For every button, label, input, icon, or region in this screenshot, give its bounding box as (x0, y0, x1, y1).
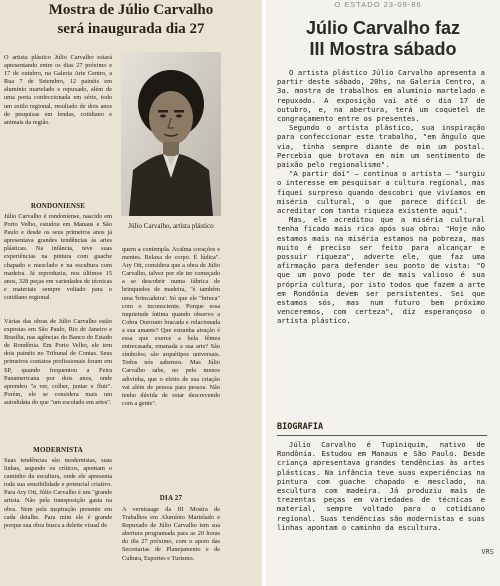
portrait-image (121, 52, 221, 216)
left-col1-intro-text: O artista plástico Júlio Carvalho estará apresentando entre os dias 27 próximo e 17 de outubro, na Galeria Arte Centro, a Rua 7 de Setembro, 12 painéis em alumínio martelado e repuxado, além de uma porta confeccionada em série, todo um estilo regional, resultado de dois anos de pesquisas em lendas, cotidiano e animais da região. (4, 54, 112, 126)
right-newspaper-clipping (266, 0, 500, 586)
left-subhead-modernista: MODERNISTA (33, 446, 83, 454)
left-headline-line-2: será inaugurada dia 27 (57, 21, 205, 37)
right-paragraph-3: "A partir daí" — continua o artista — "surgiu o interesse em pesquisar a cultura regional, mas fiquei surpreso quando descobri que vivíamos em miséria cultural, o que parece difícil de acreditar com tanta riqueza existente aqui". (277, 169, 485, 216)
left-col2-text (122, 246, 220, 490)
author-signature: VRS (481, 548, 494, 556)
date-stamp: O ESTADO 23-09-86 (334, 0, 422, 9)
left-col2-dia27-text: A vernissage da III Mostra de Trabalhos em Alumínio Martelado e Repuxado de Júlio Carvalho tem sua abertura programada para as 20 horas do dia 27 próximo, com o apoio das Secretarias de Planejamento e de Cultura, Esportes e Turismo. (122, 506, 220, 562)
biography-heading: BIOGRAFIA (277, 422, 324, 432)
left-col1-rondo-text: Júlio Carvalho é rondoniense, nascido em Porto Velho, estudou em Manaus e São Paulo e desde os seus primeiros anos já apresentava grandes tendências às artes plásticas. Na infância, teve suas experiências na pintura com guache chapado e mesclado e na escultura com madeira. Já reproduziu, nos últimos 15 anos, 328 peças em variedades de técnicas e materiais sempre voltado para o cotidiano regional. (4, 213, 112, 301)
biography-rule (277, 435, 487, 436)
left-subhead-dia27: DIA 27 (159, 494, 183, 502)
right-title-line-1: Júlio Carvalho faz (305, 18, 461, 38)
biography-body (277, 440, 485, 548)
left-col1-rondo (4, 213, 112, 315)
right-article-body (277, 68, 485, 418)
biography-text: Júlio Carvalho é Tupiniquim, nativo de Rondônia. Estudou em Manaus e São Paulo. Desde criança apresentava grandes tendências às artes plásticas. Na infância teve suas experiências na pintura com guache chapado e mesclado, na escultura com madeira. Já produziu mais de trezentas peças em variedades de técnicas e material, sempre voltado para o cotidiano regional. Suas tendências são modernistas e suas linhas apontam o caminho da escultura. (277, 440, 485, 532)
right-title-line-2: III Mostra sábado (309, 39, 457, 59)
left-headline-line-1: Mostra de Júlio Carvalho (48, 2, 214, 18)
left-col2-body: quem a contempla. Acalma corações e mentes. Relaxa do corpo. É lúdica". Ary Ott, considera que a obra de Júlio Carvalho, talvez por ele ter começado a se descobrir numa fábrica de brinquedos de madeira, "é também uma 'brincadeira'. Só que ele "brinca" com o inconsciente. Porque essa inquietude íntima quando observo a Cobra Ourorato bracada e relacionada a sua amante? Que estranha atração é essa que exerce a bela fêmea entrecasada, emanada a sua arte? São símbolos; são arquétipos universais. Todos nós sabemos. Mas Júlio Carvalho sabe, no pelo menos adivinha, que o efeito de sua criação vai além de pessoa para pessoa. Não tenho dúvida de estar descrevendo com a gente". (122, 246, 220, 407)
left-col1-obras-text: Várias das obras de Júlio Carvalho estão expostas em São Paulo, Rio de Janeiro e Brasília, nas agências do Banco do Estado de Rondônia. Em Porto Velho, ele tem dois painéis no Tribunal de Contas. Seus primeiros contatos profissionais foram em SP, quando frequentou a Feira Panamericana por dois anos, onde aprendeu "a ver, colher, juntar e fluir". Porém, ele se considera mais um autodidata do que "um escolado em artes". (4, 318, 112, 406)
left-col1-moderno-text: Suas tendências são modernistas, suas linhas, segundo os críticos, apontam o caminho da escultura, onde ele apresenta toda sua sensibilidade e potencial criativo. Para Ary Ott, Júlio Carvalho é um "grande artista. Não pela transposição gasta na obra. Nem pela inspiração presente em cada detalhe. Para mim ele é grande porque sua obra busca a deleite visual de (4, 457, 112, 529)
right-paragraph-2: Segundo o artista plástico, sua inspiração para confeccionar este trabalho, "em ângulo que via, tinha sempre diante de mim um postal. Percebia que brotava em mim um sentimento de paixão pelo regionalismo". (277, 123, 485, 170)
left-col2-dia27 (122, 506, 220, 583)
left-subhead-rondoniense: RONDONIENSE (30, 202, 86, 210)
left-col1-obras (4, 318, 112, 441)
right-paragraph-4: Mas, ele acreditou que a miséria cultural tenha ficado mais rica após sua obra: "Hoje não estamos mais na miséria estamos na pobreza, mas muito é preciso ser feito para alcançar e possuir riqueza", adverte ele, que faz uma afirmação para defender seu ponto de vista: "O que um povo pode ter de mais valioso é sua própria cultura, por isto todos que fazem a arte em Rondônia devem ser persistentes. Sei que estamos sós, mas num futuro bem próximo venceremos, com certeza", diz esperançoso o artista plástico. (277, 215, 485, 326)
right-paragraph-1: O artista plástico Júlio Carvalho apresenta a partir deste sábado, 20hs, na Galeria Centro, a 3a. mostra de trabalhos em alumínio martelado e repuxado. A exposição vai até o dia 17 de outubro, e, na abertura, terá um coquetel de congraçamento entre os presentes. (277, 68, 485, 124)
artist-photo (121, 52, 221, 216)
photo-caption: Júlio Carvalho, artista plástico (128, 222, 214, 230)
left-col1-intro (4, 54, 112, 199)
left-col1-moderno (4, 457, 112, 583)
